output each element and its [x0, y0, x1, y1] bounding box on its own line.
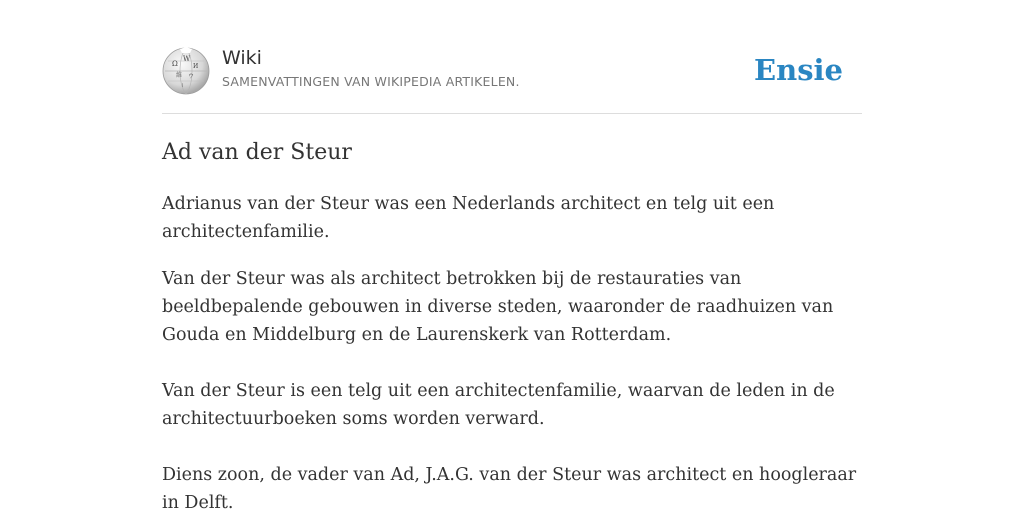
article-title: Ad van der Steur: [162, 140, 352, 165]
article-paragraph: Van der Steur is een telg uit een architectenfamilie, waarvan de leden in de architectuurboeken soms worden verward.: [162, 381, 835, 429]
svg-text:И: И: [193, 63, 199, 70]
article-summary: Adrianus van der Steur was een Nederlands architect en telg uit een architectenfamilie.: [162, 194, 775, 242]
header-divider: [162, 113, 862, 114]
article-paragraph: Diens zoon, de vader van Ad, J.A.G. van der Steur was architect en hoogleraar in Delft.: [162, 465, 857, 512]
site-name[interactable]: Wiki: [222, 47, 262, 69]
article-paragraph: Van der Steur was als architect betrokken bij de restauraties van beeldbepalende gebouwen in diverse steden, waaronder de raadhuizen van Gouda en Middelburg en de Laurenskerk van Rotterdam.: [162, 269, 834, 345]
article: [162, 137, 862, 512]
svg-text:ا: ا: [182, 83, 184, 89]
site-tagline: SAMENVATTINGEN VAN WIKIPEDIA ARTIKELEN.: [222, 74, 520, 89]
brand-logo[interactable]: Ensie: [754, 53, 843, 87]
wikipedia-globe-icon[interactable]: [162, 47, 210, 95]
svg-text:Ω: Ω: [172, 60, 178, 68]
svg-text:維: 維: [176, 72, 183, 79]
svg-text:W: W: [183, 55, 191, 63]
svg-text:ウ: ウ: [188, 73, 195, 80]
site-header: [162, 46, 862, 98]
